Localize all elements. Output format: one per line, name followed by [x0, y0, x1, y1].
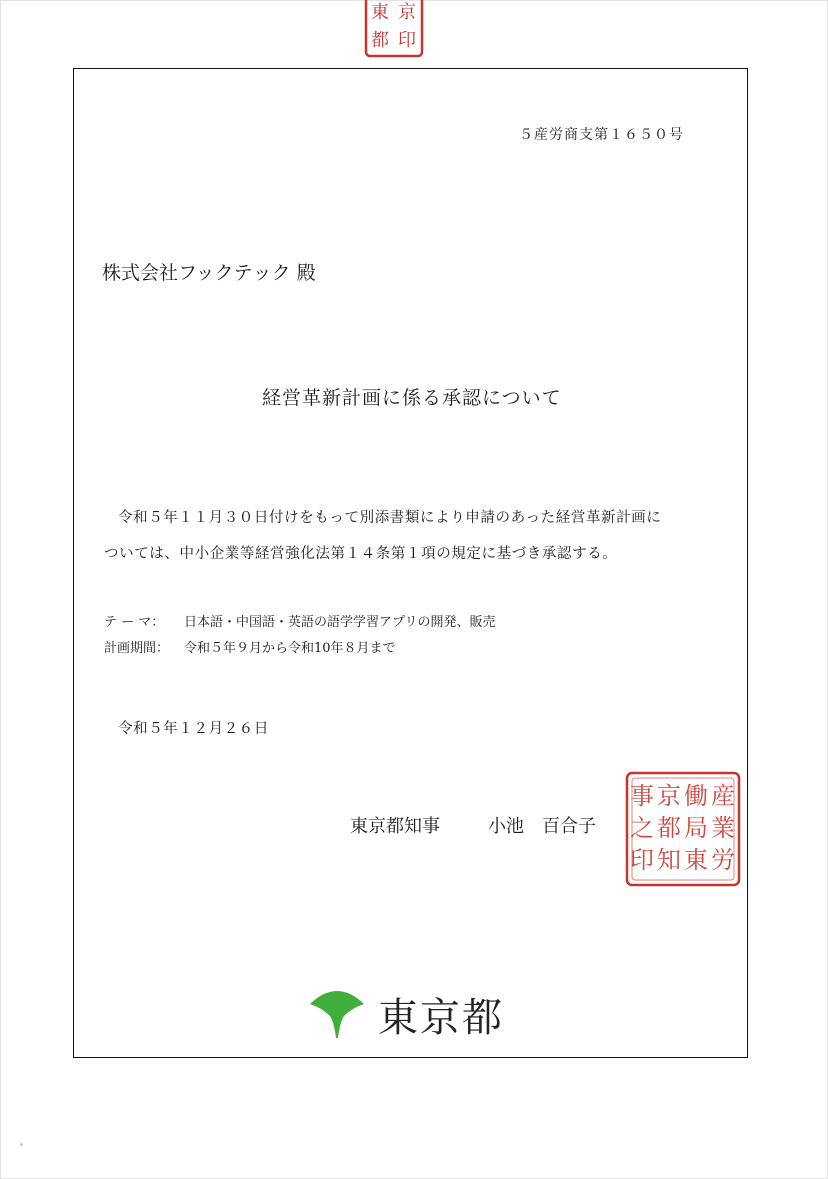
seal-char: 事: [630, 782, 654, 810]
seal-char: 局: [684, 814, 708, 842]
seal-char: 働: [684, 782, 708, 810]
partial-seal-char: 印: [398, 30, 416, 51]
partial-seal-char: 都: [371, 30, 389, 51]
signer-name: 小池 百合子: [488, 816, 596, 837]
theme-value: 日本語・中国語・英語の語学学習アプリの開発、販売: [184, 615, 496, 630]
issue-date: 令和５年１２月２６日: [118, 721, 269, 737]
ginkgo-leaf-icon: [308, 986, 366, 1042]
seal-char: 知: [657, 846, 681, 874]
seal-char: 東: [684, 846, 708, 874]
theme-row: [104, 611, 495, 630]
period-row: [104, 637, 396, 656]
scan-speck: [20, 1143, 23, 1146]
tokyo-logo-text: 東京都: [378, 995, 504, 1041]
period-value: 令和５年９月から令和10年８月まで: [184, 641, 396, 656]
document-subject: 経営革新計画に係る承認について: [262, 387, 562, 409]
seal-char: 之: [630, 814, 654, 842]
seal-char: 印: [630, 846, 654, 874]
partial-seal-top: [363, 0, 425, 60]
signer: [350, 812, 596, 838]
seal-char: 都: [657, 814, 681, 842]
body-text-line-1: 令和５年１１月３０日付けをもって別添書類により申請のあった経営革新計画に: [118, 510, 662, 526]
document-number: ５産労商支第１６５０号: [519, 127, 684, 143]
seal-char: 労: [711, 846, 735, 874]
seal-char: 産: [711, 782, 735, 810]
theme-label: テ ー マ：: [104, 615, 165, 630]
seal-char: 業: [711, 814, 735, 842]
official-seal: [624, 770, 742, 888]
signer-title: 東京都知事: [350, 816, 440, 837]
body-text-line-2: ついては、中小企業等経営強化法第１４条第１項の規定に基づき承認する。: [104, 546, 618, 562]
document-frame: [73, 68, 748, 1058]
period-label: 計画期間：: [104, 641, 170, 656]
partial-seal-char: 京: [398, 2, 416, 23]
addressee: 株式会社フックテック 殿: [102, 262, 316, 284]
partial-seal-char: 東: [371, 2, 389, 23]
seal-char: 京: [657, 782, 681, 810]
